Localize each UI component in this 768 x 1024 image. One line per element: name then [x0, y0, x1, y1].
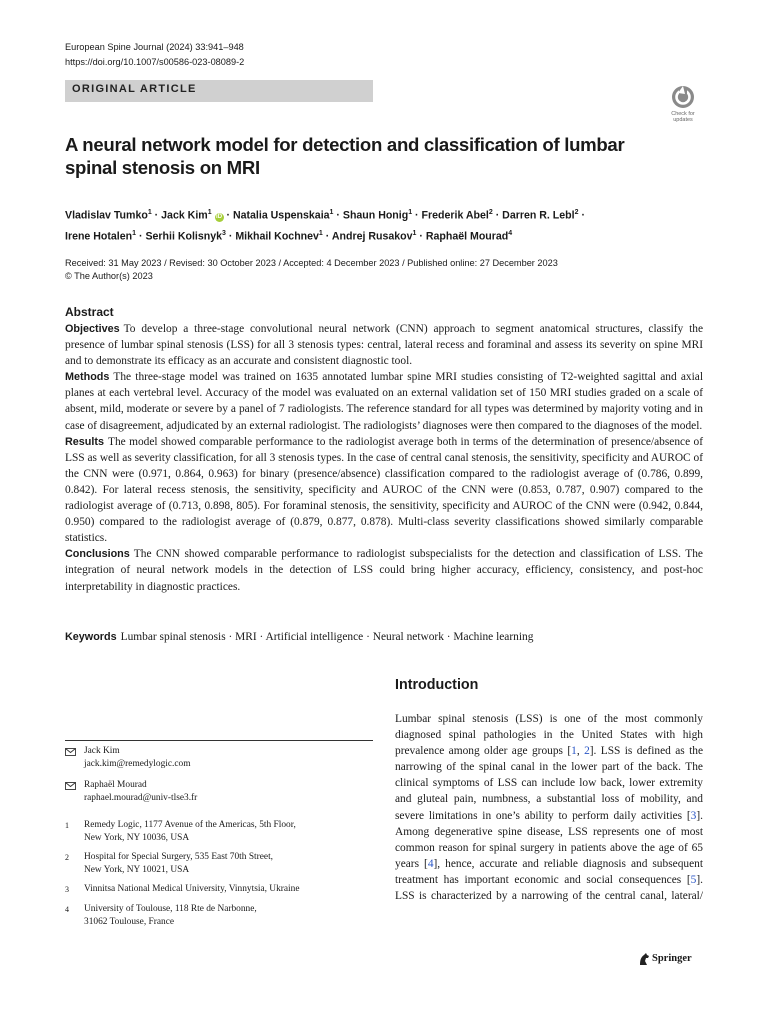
- intro-text: Lumbar spinal stenosis (LSS) is one of the most commonly diagnosed spinal pathologies in the United States with high prevalence among older age groups [: [395, 713, 703, 758]
- methods-text: The three-stage model was trained on 1635 annotated lumbar spine MRI studies consisting of T2-weighted sagittal and axial planes at each vertebral level. Accuracy of the model was evaluated on an external validation set of 150 MRI studies graded on a scale of absent, mild, moderate or severe by a panel of 7 radiologists. The reference standard for all types was determined by majority voting and in case of disagreement, adjudicated by an external radiologist. The radiologists’ diagnoses were then compared to the diagnoses of the model.: [65, 371, 703, 432]
- affiliation-line: Vinnitsa National Medical University, Vinnytsia, Ukraine: [84, 884, 300, 894]
- correspondence-name: Jack Kim: [84, 746, 120, 756]
- author-affiliation-mark: 3: [222, 229, 226, 237]
- author-name[interactable]: Raphaël Mourad: [425, 230, 509, 243]
- affiliation-line: Remedy Logic, 1177 Avenue of the Americas, 5th Floor,: [84, 820, 296, 830]
- author-affiliation-mark: 1: [318, 229, 323, 237]
- abstract-methods: [65, 369, 703, 433]
- objectives-text: To develop a three-stage convolutional neural network (CNN) approach to segment anatomical structures, classify the presence of lumbar spinal stenosis (LSS) for all 3 stenosis types: central, lateral recess and foraminal and assess its severity on spine MRI and to demonstrate its efficacy as an accurate and consistent diagnostic tool.: [65, 323, 703, 368]
- author-name[interactable]: Mikhail Kochnev: [235, 230, 319, 243]
- author-name[interactable]: Jack Kim: [161, 209, 208, 222]
- footnote-divider: [65, 740, 373, 741]
- title-line-2: spinal stenosis on MRI: [65, 157, 260, 178]
- springer-horse-icon: [638, 952, 650, 966]
- envelope-icon: [65, 748, 76, 756]
- abstract-objectives: [65, 321, 703, 369]
- affiliation-number: 1: [65, 821, 69, 830]
- author-affiliation-mark: 1: [412, 229, 417, 237]
- affiliation-entry: [65, 903, 373, 929]
- affiliation-entry: [65, 851, 373, 877]
- abstract-conclusions: [65, 546, 703, 594]
- methods-label: Methods: [65, 371, 110, 384]
- affiliation-number: 4: [65, 905, 69, 914]
- intro-text: ,: [576, 745, 585, 758]
- affiliation-entry: [65, 819, 373, 845]
- orcid-icon[interactable]: iD: [216, 213, 223, 220]
- results-label: Results: [65, 435, 105, 448]
- affiliation-number: 3: [65, 885, 69, 894]
- conclusions-label: Conclusions: [65, 548, 130, 561]
- correspondence-email[interactable]: raphael.mourad@univ-tlse3.fr: [84, 793, 198, 804]
- intro-text: ], hence, accurate and reliable diagnosis and subsequent treatment has important economic and social consequences [: [395, 857, 703, 886]
- intro-text: ]. Among degenerative spine disease, LSS represents one of most common reason for spinal surgery in patients above the age of 65 years [: [395, 809, 703, 870]
- copyright: © The Author(s) 2023: [65, 271, 153, 281]
- check-updates-line2: updates: [673, 117, 693, 123]
- correspondence-entry: [65, 779, 373, 805]
- affiliation-entry: [65, 883, 373, 896]
- doi-link[interactable]: https://doi.org/10.1007/s00586-023-08089-2: [65, 57, 245, 67]
- correspondence-entry: [65, 745, 373, 771]
- affiliation-line: University of Toulouse, 118 Rte de Narbonne,: [84, 904, 257, 914]
- envelope-icon: [65, 782, 76, 790]
- intro-text: ]. LSS is defined as the narrowing of the spinal canal in the lower part of the back. The clinical symptoms of LSS can include low back, lower extremity and gluteal pain, numbness, a substantial loss of mobility, and severe limitations in one’s ability to perform daily activities [: [395, 745, 703, 822]
- check-updates-line1: Check for: [671, 111, 695, 117]
- affiliation-line: 31062 Toulouse, France: [84, 917, 175, 928]
- author-name[interactable]: Natalia Uspenskaia: [232, 209, 330, 222]
- author-affiliation-mark: 1: [207, 209, 212, 216]
- correspondence-email[interactable]: jack.kim@remedylogic.com: [84, 759, 191, 770]
- author-affiliation-mark: 4: [508, 229, 513, 237]
- author-name[interactable]: Darren R. Lebl: [502, 209, 575, 222]
- results-text: The model showed comparable performance to the radiologist average both in terms of the determination of presence/absence of LSS as well as severity classification, for all 3 stenosis types. In the case of central canal stenosis, the sensitivity, specificity and AUROC of the CNN were (0.971, 0.864, 0.963) for binary (presence/absence) classification compared to the radiologist average of (0.786, 0.899, 0.842). For lateral recess stenosis, the sensitivity, specificity and AUROC of the CNN were (0.853, 0.787, 0.907) compared to the radiologist average of (0.713, 0.898, 805). For foraminal stenosis, the sensitivity, specificity and AUROC of the CNN were (0.942, 0.844, 0.950) compared to the radiologist average of (0.879, 0.877, 0.878). Multi-class severity classifications showed similarly comparable statistics.: [65, 435, 703, 545]
- keywords: [65, 629, 703, 645]
- publisher-logo: [638, 951, 704, 969]
- reference-link[interactable]: 3: [690, 809, 697, 822]
- author-affiliation-mark: 2: [574, 209, 579, 216]
- author-name[interactable]: Frederik Abel: [421, 209, 489, 222]
- abstract-results: [65, 434, 703, 547]
- affiliation-line: Hospital for Special Surgery, 535 East 70th Street,: [84, 852, 274, 862]
- reference-link[interactable]: 2: [584, 745, 590, 758]
- history-dates: Received: 31 May 2023 / Revised: 30 October 2023 / Accepted: 4 December 2023 / Published online: 27 December 2023: [65, 258, 558, 268]
- author-affiliation-mark: 1: [147, 209, 152, 216]
- abstract-heading: Abstract: [65, 305, 114, 319]
- reference-link[interactable]: 1: [571, 745, 577, 758]
- introduction-heading: Introduction: [395, 677, 479, 693]
- intro-text: ]. LSS is characterized by a narrowing of the central canal, lateral/: [395, 873, 703, 903]
- keywords-label: Keywords: [65, 631, 117, 643]
- author-affiliation-mark: 1: [132, 229, 137, 237]
- reference-link[interactable]: 4: [427, 857, 434, 870]
- affiliation-line: New York, NY 10021, USA: [84, 865, 190, 876]
- keywords-text: Lumbar spinal stenosis · MRI · Artificial intelligence · Neural network · Machine learning: [120, 631, 534, 643]
- abstract-body: [65, 321, 703, 595]
- author-name[interactable]: Vladislav Tumko: [65, 209, 148, 222]
- check-for-updates-icon[interactable]: [665, 84, 701, 124]
- author-name[interactable]: Serhii Kolisnyk: [145, 230, 222, 243]
- author-affiliation-mark: 1: [408, 209, 413, 216]
- reference-link[interactable]: 5: [690, 873, 697, 886]
- author-name[interactable]: Shaun Honig: [342, 209, 409, 222]
- article-type-label: ORIGINAL ARTICLE: [72, 83, 197, 95]
- author-name[interactable]: Irene Hotalen: [65, 230, 133, 243]
- publication-dates: [65, 257, 558, 283]
- author-affiliation-mark: 1: [329, 209, 334, 216]
- journal-header: [65, 40, 244, 70]
- title-line-1: A neural network model for detection and classification of lumbar: [65, 134, 625, 155]
- conclusions-text: The CNN showed comparable performance to radiologist subspecialists for the detection and classification of LSS. The integration of neural network models in the detection of LSS could bring higher accuracy, efficiency, consistency, and post-hoc interpretability in diagnostic practices.: [65, 548, 703, 593]
- correspondence-name: Raphaël Mourad: [84, 780, 147, 790]
- author-affiliation-mark: 2: [488, 209, 493, 216]
- journal-citation: European Spine Journal (2024) 33:941–948: [65, 42, 244, 52]
- author-list: Vladislav Tumko$^1$ · Jack Kim$^1$ iD · Natalia Uspenskaia$^1$ · Shaun Honig$^1$ · Frederik Abel$^2$ · Darren R. Lebl$^2$ · Irene Hotalen$^1$ · Serhii Kolisnyk$^3$ · Mikhail Kochnev$^1$ · Andrej Rusakov$^1$ · Raphaël Mourad$^4$: [65, 209, 585, 243]
- publisher-name: Springer: [652, 953, 692, 964]
- article-type-badge: [65, 80, 373, 102]
- article-title: [65, 133, 665, 179]
- author-name[interactable]: Andrej Rusakov: [331, 230, 413, 243]
- affiliation-number: 2: [65, 853, 69, 862]
- affiliation-line: New York, NY 10036, USA: [84, 833, 190, 844]
- objectives-label: Objectives: [65, 323, 120, 335]
- introduction-text: [395, 711, 703, 904]
